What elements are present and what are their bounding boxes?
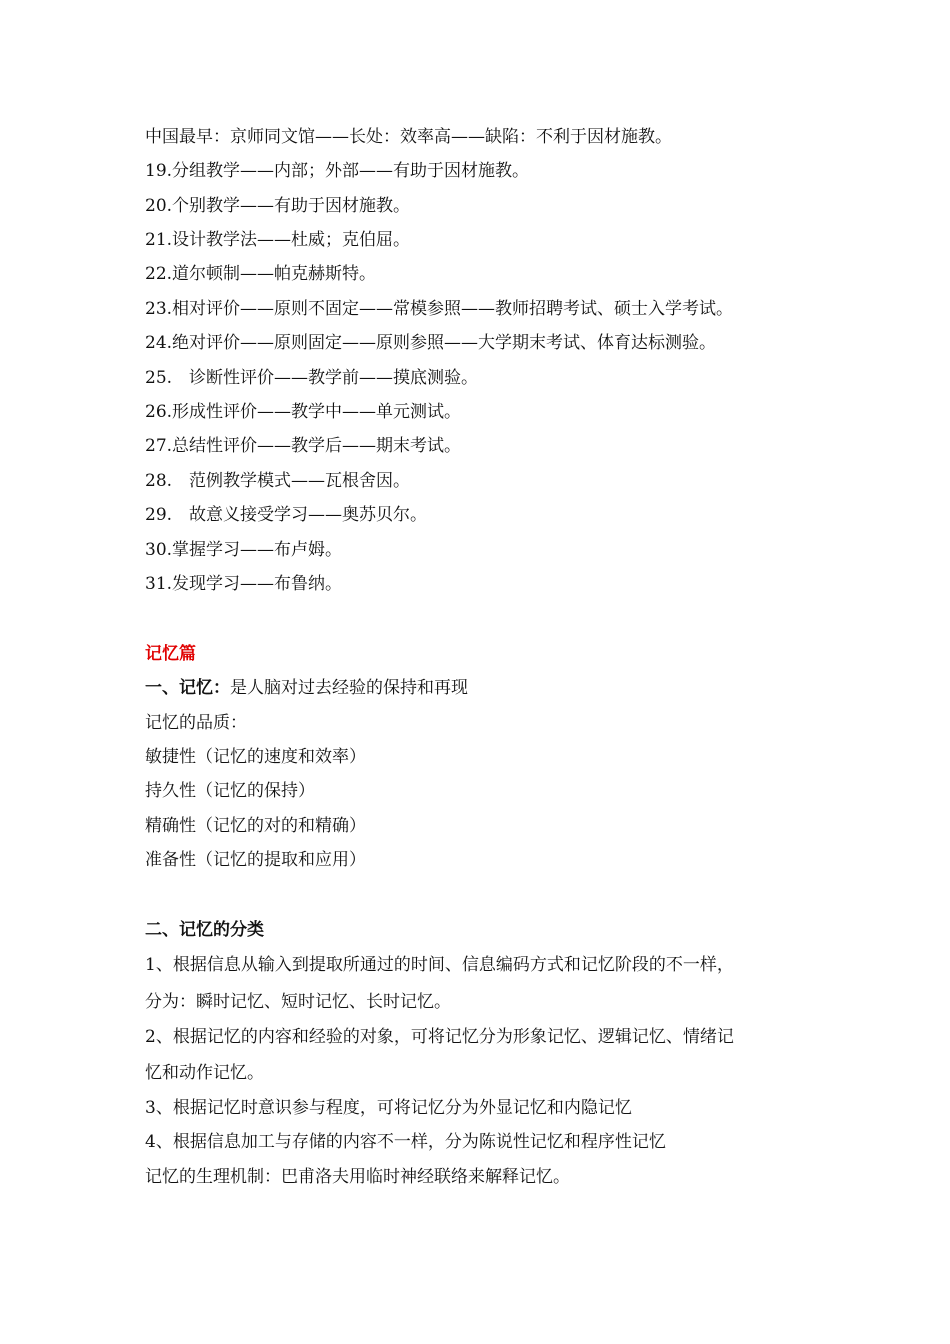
quality-item: 敏捷性（记忆的速度和效率） — [145, 747, 366, 767]
classification-heading: 二、记忆的分类 — [145, 920, 264, 940]
classification-line: 4、根据信息加工与存储的内容不一样，分为陈说性记忆和程序性记忆 — [145, 1132, 666, 1152]
list-item: 27.总结性评价——教学后——期末考试。 — [145, 436, 462, 456]
list-item: 中国最早：京师同文馆——长处：效率高——缺陷：不利于因材施教。 — [145, 127, 672, 147]
memory-definition — [145, 678, 468, 698]
definition-text: 是人脑对过去经验的保持和再现 — [230, 678, 468, 698]
classification-line: 2、根据记忆的内容和经验的对象，可将记忆分为形象记忆、逻辑记忆、情绪记 — [145, 1027, 734, 1047]
list-item: 20.个别教学——有助于因材施教。 — [145, 196, 411, 216]
classification-line: 分为：瞬时记忆、短时记忆、长时记忆。 — [145, 992, 451, 1012]
list-item: 23.相对评价——原则不固定——常模参照——教师招聘考试、硕士入学考试。 — [145, 299, 734, 319]
list-item: 30.掌握学习——布卢姆。 — [145, 540, 343, 560]
classification-line: 3、根据记忆时意识参与程度，可将记忆分为外显记忆和内隐记忆 — [145, 1098, 632, 1118]
list-item: 26.形成性评价——教学中——单元测试。 — [145, 402, 462, 422]
quality-item: 精确性（记忆的对的和精确） — [145, 816, 366, 836]
list-item: 24.绝对评价——原则固定——原则参照——大学期末考试、体育达标测验。 — [145, 333, 717, 353]
list-item: 29. 故意义接受学习——奥苏贝尔。 — [145, 505, 428, 525]
classification-line: 记忆的生理机制：巴甫洛夫用临时神经联络来解释记忆。 — [145, 1167, 570, 1187]
list-item: 19.分组教学——内部；外部——有助于因材施教。 — [145, 161, 530, 181]
list-item: 21.设计教学法——杜威；克伯屈。 — [145, 230, 411, 250]
definition-heading: 一、记忆： — [145, 678, 230, 698]
quality-item: 准备性（记忆的提取和应用） — [145, 850, 366, 870]
list-item: 28. 范例教学模式——瓦根舍因。 — [145, 471, 411, 491]
list-item: 22.道尔顿制——帕克赫斯特。 — [145, 264, 377, 284]
quality-item: 持久性（记忆的保持） — [145, 781, 315, 801]
classification-line: 忆和动作记忆。 — [145, 1063, 264, 1083]
classification-line: 1、根据信息从输入到提取所通过的时间、信息编码方式和记忆阶段的不一样， — [145, 955, 734, 975]
list-item: 31.发现学习——布鲁纳。 — [145, 574, 343, 594]
section-title: 记忆篇 — [145, 644, 196, 664]
qualities-title: 记忆的品质： — [145, 713, 247, 733]
list-item: 25. 诊断性评价——教学前——摸底测验。 — [145, 368, 479, 388]
